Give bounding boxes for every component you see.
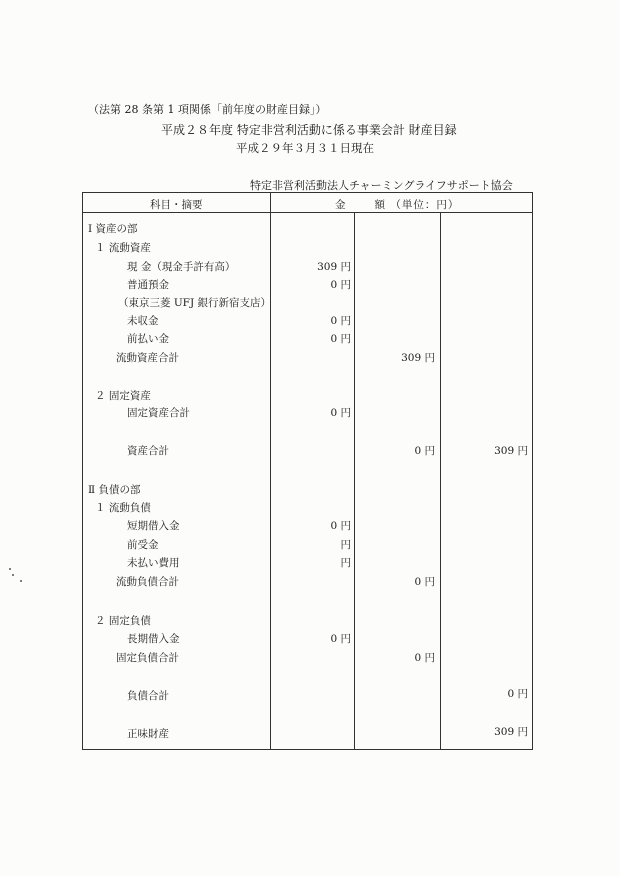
header-amount-gaku: 額 (374, 199, 386, 211)
scan-speck (20, 580, 22, 582)
as-of-date: 平成２９年３月３１日現在 (236, 141, 374, 155)
assets-section-heading: Ⅰ 資産の部 (88, 223, 138, 235)
header-amount (335, 197, 459, 212)
net-assets-label: 正味財産 (127, 728, 169, 740)
scan-speck (12, 574, 14, 576)
organization-name: 特定非営利活動法人チャーミングライフサポート協会 (250, 179, 513, 192)
prepaid-label: 前払い金 (127, 333, 169, 345)
fixed-assets-total-amount: 0 円 (330, 407, 351, 419)
liabilities-total-label: 負債合計 (127, 690, 169, 702)
unpaid-expense-amount: 円 (340, 557, 351, 569)
prepaid-amount: 0 円 (330, 333, 351, 345)
liabilities-total-amount: 0 円 (507, 688, 528, 700)
law-reference: （法第 28 条第 1 項関係「前年度の財産目録」） (88, 103, 327, 116)
fixed-assets-total-label: 固定資産合計 (127, 407, 190, 419)
deposit-label: 普通預金 (127, 279, 169, 291)
current-liabilities-total-label: 流動負債合計 (116, 576, 179, 588)
cash-amount: 309 円 (317, 261, 351, 273)
document-title: 平成２８年度 特定非営利活動に係る事業会計 財産目録 (161, 123, 457, 137)
receivable-amount: 0 円 (330, 315, 351, 327)
long-loan-label: 長期借入金 (127, 633, 180, 645)
long-loan-amount: 0 円 (330, 633, 351, 645)
assets-total-amount-mid: 0 円 (414, 445, 435, 457)
advance-received-label: 前受金 (127, 539, 159, 551)
current-assets-total-label: 流動資産合計 (116, 352, 179, 364)
net-assets-amount: 309 円 (494, 726, 528, 738)
header-amount-kin: 金 (335, 199, 347, 211)
advance-received-amount: 円 (340, 539, 351, 551)
header-unit: （単位：円） (390, 199, 460, 211)
liabilities-section-heading: Ⅱ 負債の部 (88, 484, 141, 496)
short-loan-amount: 0 円 (330, 520, 351, 532)
fixed-assets-heading: ２ 固定資産 (95, 390, 151, 402)
current-assets-total-amount: 309 円 (401, 352, 435, 364)
fixed-liabilities-heading: ２ 固定負債 (95, 615, 151, 627)
receivable-label: 未収金 (127, 315, 159, 327)
assets-total-amount: 309 円 (494, 445, 528, 457)
header-subject: 科目・摘要 (150, 199, 203, 211)
column-divider (440, 212, 441, 750)
cash-label: 現 金（現金手許有高） (127, 261, 236, 273)
fixed-liabilities-total-amount: 0 円 (414, 652, 435, 664)
assets-total-label: 資産合計 (127, 445, 169, 457)
scan-speck (9, 568, 11, 570)
column-divider (270, 192, 271, 750)
current-liabilities-total-amount: 0 円 (414, 576, 435, 588)
current-liabilities-heading: １ 流動負債 (95, 502, 151, 514)
short-loan-label: 短期借入金 (127, 520, 180, 532)
unpaid-expense-label: 未払い費用 (127, 557, 180, 569)
fixed-liabilities-total-label: 固定負債合計 (116, 652, 179, 664)
current-assets-heading: １ 流動資産 (95, 242, 151, 254)
table-header-divider (82, 212, 533, 213)
property-inventory-table (82, 192, 533, 750)
column-divider (354, 212, 355, 750)
deposit-amount: 0 円 (330, 279, 351, 291)
bank-label: （東京三菱 UFJ 銀行新宿支店） (118, 297, 272, 309)
